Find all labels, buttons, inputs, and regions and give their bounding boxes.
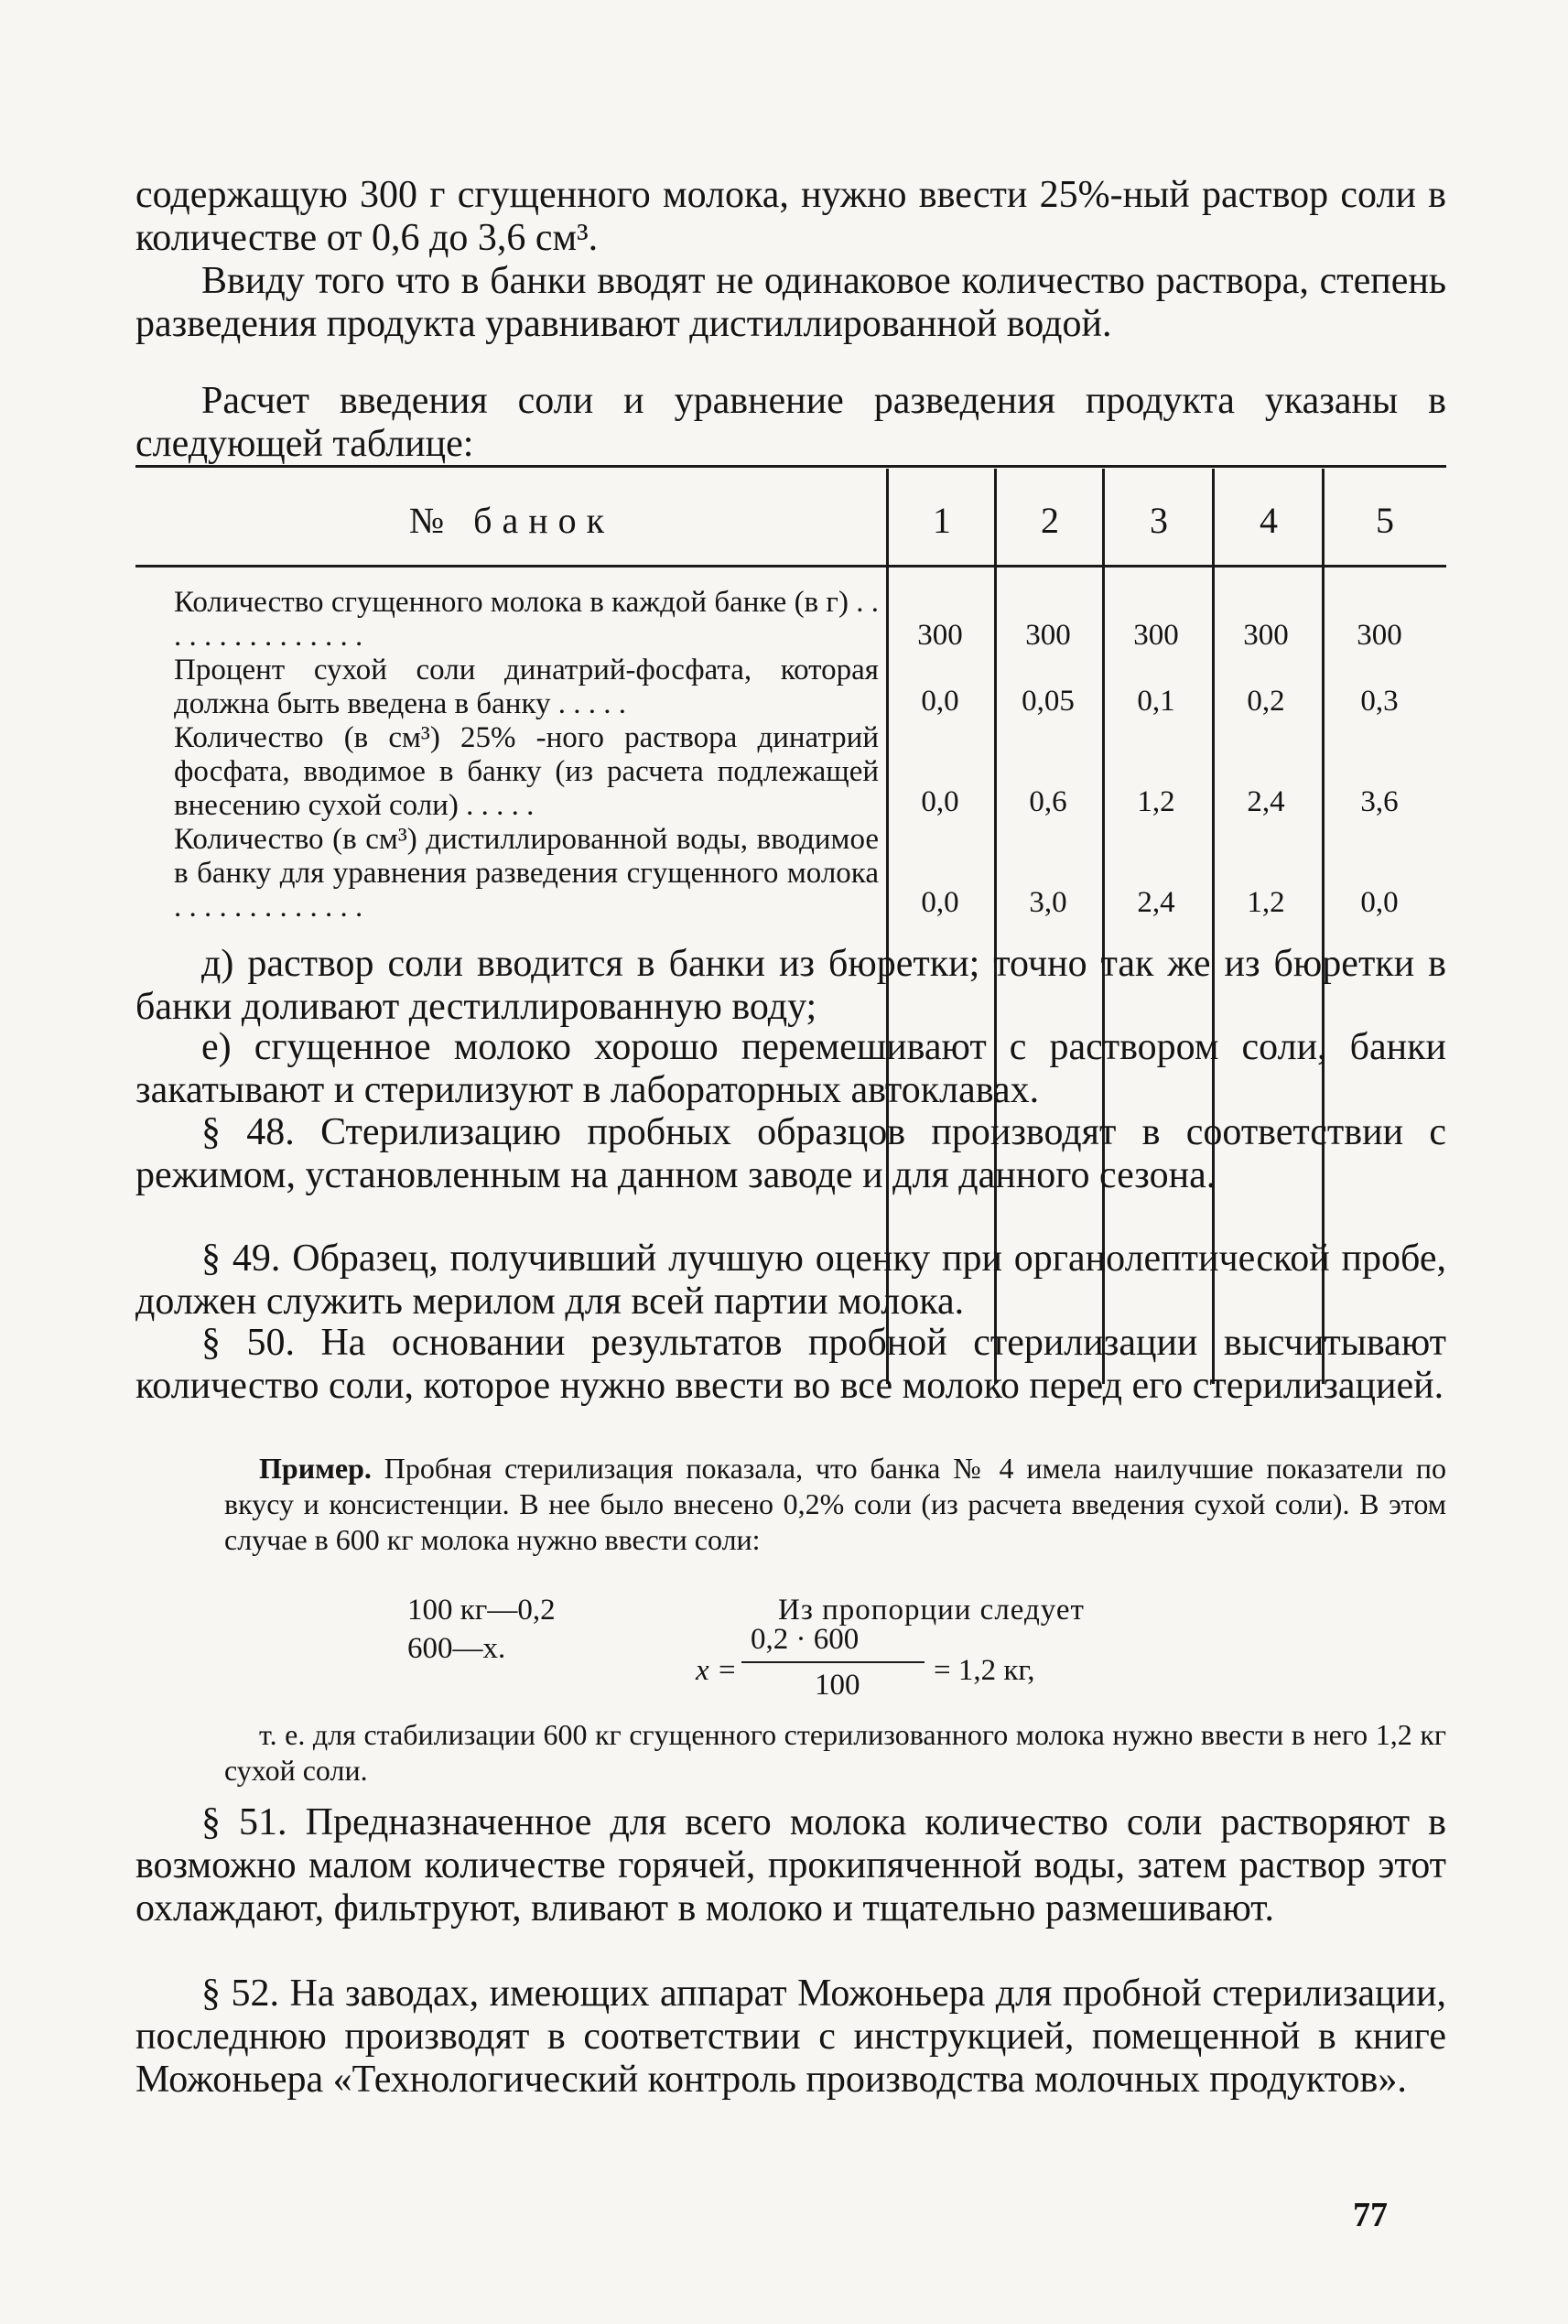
table-cell: 0,3 [1360, 685, 1399, 718]
section-49: § 49. Образец, получивший лучшую оценку при органолептической пробе, должен служить мерилом для всей партии молока. [135, 1238, 1446, 1323]
table-cell: 0,0 [921, 886, 959, 919]
example-label: Пример. [259, 1452, 372, 1485]
table-cell: 2,4 [1137, 886, 1175, 919]
table-cell: 300 [917, 619, 963, 652]
table-header [135, 471, 1446, 563]
formula-numerator: 0,2 · 600 [751, 1623, 860, 1656]
table-cell: 300 [1357, 619, 1402, 652]
example-body: Пробная стерилизация показала, что банка № 4 имела наилучшие показатели по вкусу и консистенции. В нее было внесено 0,2% соли (из расчета введения сухой соли). В этом случае в 600 кг молока нужно ввести соли: [224, 1452, 1447, 1556]
table-header-rule [135, 565, 1446, 567]
table-cell: 300 [1243, 619, 1289, 652]
table-row-label-4: Количество (в см³) дистиллированной воды, вводимое в банку для уравнения разведения сгущенного молока . . . . . . . . . . . . . [174, 823, 879, 924]
fraction-bar [741, 1661, 925, 1663]
table-cell: 3,0 [1029, 886, 1067, 919]
table-cell: 0,2 [1247, 685, 1285, 718]
intro-paragraph-1: содержащую 300 г сгущенного молока, нужно ввести 25%-ный раствор соли в количестве от 0,6 до 3,6 см³. [135, 174, 1446, 259]
formula-x: x = [696, 1654, 738, 1687]
proportion-follows: Из пропорции следует [778, 1594, 1085, 1627]
table-cell: 0,0 [1360, 886, 1399, 919]
table-cell: 0,1 [1137, 685, 1175, 718]
table-header-label: № банок [408, 500, 615, 541]
table-header-col-3: 3 [1150, 500, 1168, 541]
table-row-label-1: Количество сгущенного молока в каждой банке (в г) . . . . . . . . . . . . . . . [174, 586, 879, 653]
table-cell: 300 [1133, 619, 1179, 652]
table-cell: 3,6 [1360, 785, 1399, 818]
paragraph-d: д) раствор соли вводится в банки из бюретки; точно так же из бюретки в банки доливают дестиллированную воду; [135, 943, 1446, 1028]
table-cell: 0,6 [1029, 785, 1067, 818]
table-header-col-2: 2 [1041, 500, 1059, 541]
table-header-col-4: 4 [1260, 500, 1278, 541]
table-header-col-1: 1 [933, 500, 951, 541]
section-52: § 52. На заводах, имеющих аппарат Можоньера для пробной стерилизации, последнюю производят в соответствии с инструкцией, помещенной в книге Можоньера «Технологический контроль производства молочных продуктов». [135, 1973, 1446, 2101]
example-conclusion: т. е. для стабилизации 600 кг сгущенного стерилизованного молока нужно ввести в него 1,2 кг сухой соли. [224, 1718, 1446, 1787]
intro-paragraph-3: Расчет введения соли и уравнение разведения продукта указаны в следующей таблице: [135, 380, 1446, 465]
table-header-col-5: 5 [1376, 500, 1394, 541]
formula-result: = 1,2 кг, [934, 1654, 1035, 1687]
paragraph-e: е) сгущенное молоко хорошо перемешивают с раствором соли, банки закатывают и стерилизуют в лабораторных автоклавах. [135, 1026, 1446, 1111]
example-text [224, 1451, 1446, 1558]
section-48: § 48. Стерилизацию пробных образцов производят в соответствии с режимом, установленным на данном заводе и для данного сезона. [135, 1111, 1446, 1196]
table-cell: 300 [1025, 619, 1071, 652]
formula-denominator: 100 [815, 1669, 860, 1702]
table-cell: 2,4 [1247, 785, 1285, 818]
section-51: § 51. Предназначенное для всего молока количество соли растворяют в возможно малом количестве горячей, прокипяченной воды, затем раствор этот охлаждают, фильтруют, вливают в молоко и тщательно размешивают. [135, 1801, 1446, 1929]
table-cell: 0,0 [921, 785, 959, 818]
table-row-label-3: Количество (в см³) 25% -ного раствора динатрий фосфата, вводимое в банку (из расчета подлежащей внесению сухой соли) . . . . . [174, 721, 879, 822]
table-cell: 0,05 [1022, 685, 1075, 718]
page-number: 77 [1353, 2196, 1388, 2234]
table-cell: 1,2 [1137, 785, 1175, 818]
table-cell: 1,2 [1247, 886, 1285, 919]
intro-paragraph-2: Ввиду того что в банки вводят не одинаковое количество раствора, степень разведения продукта уравнивают дистиллированной водой. [135, 260, 1446, 345]
section-50: § 50. На основании результатов пробной стерилизации высчитывают количество соли, которое нужно ввести во все молоко перед его стерилизацией. [135, 1322, 1446, 1407]
table-cell: 0,0 [921, 685, 959, 718]
table-row-label-2: Процент сухой соли динатрий-фосфата, которая должна быть введена в банку . . . . . [174, 654, 879, 720]
table-top-rule [135, 465, 1446, 468]
proportion-line-2: 600—x. [407, 1632, 506, 1665]
proportion-line-1: 100 кг—0,2 [407, 1594, 556, 1627]
